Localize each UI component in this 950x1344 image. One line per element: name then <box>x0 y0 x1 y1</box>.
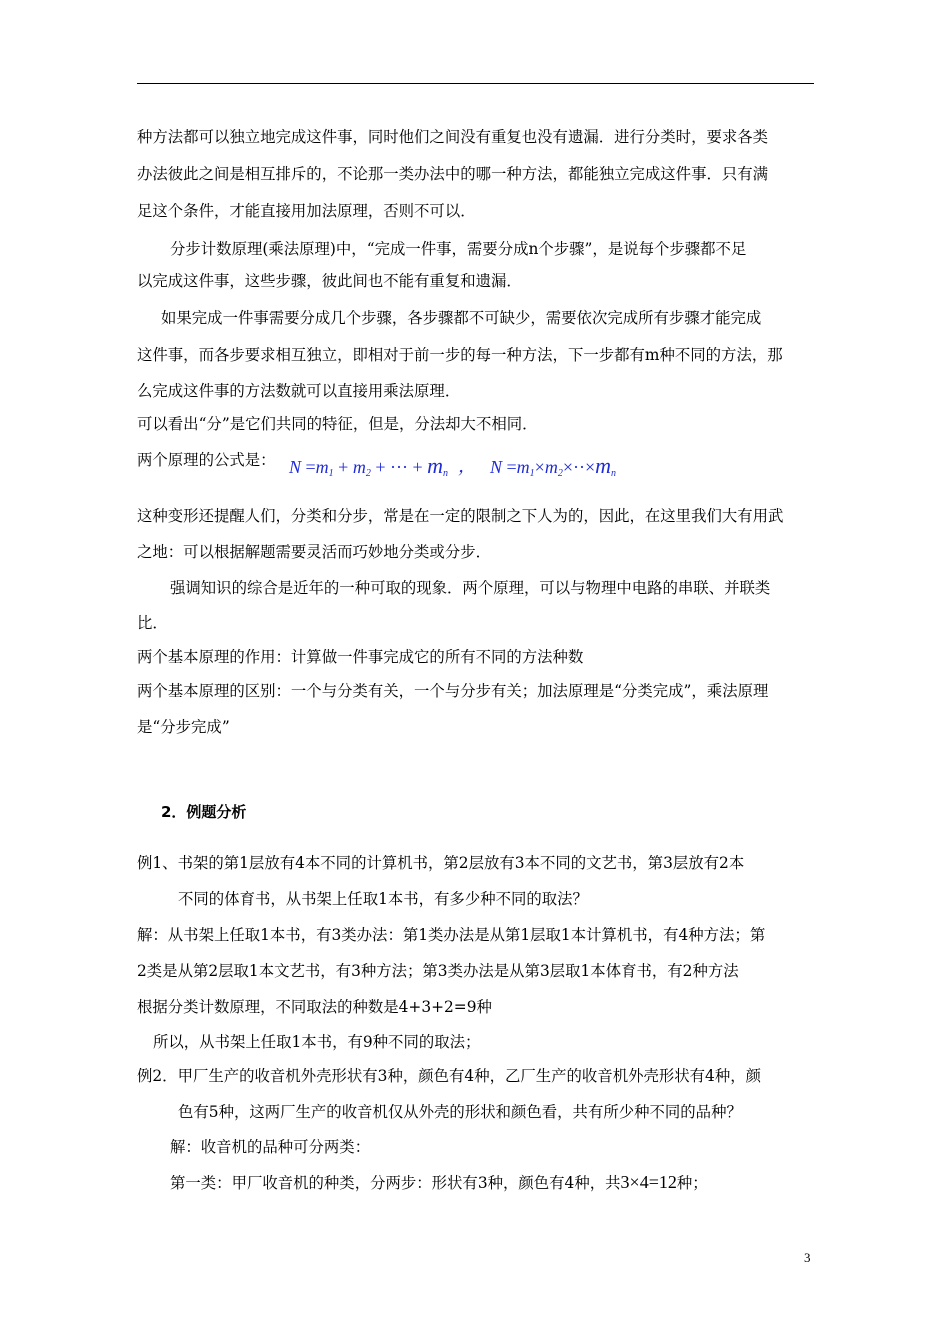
formula-dots: ·· <box>572 457 585 477</box>
math-eq: = <box>648 1172 659 1192</box>
formula-sub: n <box>443 468 449 479</box>
solution-2-line-2 <box>170 1172 708 1193</box>
formula-eq: = <box>305 457 316 477</box>
para-line-12: 强调知识的综合是近年的一种可取的现象．两个原理，可以与物理中电路的串联、并联类 <box>170 579 771 597</box>
formula-m: m <box>315 457 329 477</box>
math-a: 3 <box>620 1172 630 1192</box>
solution-2-line-1: 解：收音机的品种可分两类： <box>170 1138 371 1156</box>
para-line-6: 如果完成一件事需要分成几个步骤，各步骤都不可缺少，需要依次完成所有步骤才能完成 <box>161 309 762 327</box>
solution-1-line-2: 2类是从第2层取1本文艺书，有3种方法；第3类办法是从第3层取1本体育书，有2种方法 <box>137 962 739 980</box>
formula-times: × <box>584 457 596 477</box>
math-c: 12 <box>658 1172 677 1192</box>
section-heading: 2．例题分析 <box>161 803 247 821</box>
para-line-11: 之地：可以根据解题需要灵活而巧妙地分类或分步． <box>137 543 491 561</box>
formula-m: m <box>595 453 612 478</box>
para-line-15: 两个基本原理的区别：一个与分类有关，一个与分步有关；加法原理是“分类完成”，乘法原理 <box>137 682 769 700</box>
para-line-13: 比． <box>137 614 168 632</box>
para-line-8: 么完成这件事的方法数就可以直接用乘法原理． <box>137 382 461 400</box>
para-line-9: 可以看出“分”是它们共同的特征，但是，分法却大不相同． <box>137 415 538 433</box>
sum-formula <box>289 454 448 486</box>
formula-m: m <box>544 457 558 477</box>
para-line-16: 是“分步完成” <box>137 718 230 736</box>
formula-n: N <box>289 457 302 477</box>
solution-2-text: 第一类：甲厂收音机的种类，分两步：形状有3种，颜色有4种，共 <box>170 1174 621 1192</box>
formula-times: × <box>534 457 545 477</box>
example-1-line-2: 不同的体育书，从书架上任取1本书，有多少种不同的取法？ <box>178 890 588 908</box>
formula-sub: 1 <box>529 468 535 479</box>
para-line-1: 种方法都可以独立地完成这件事，同时他们之间没有重复也没有遗漏．进行分类时，要求各类 <box>137 128 769 146</box>
para-line-14: 两个基本原理的作用：计算做一件事完成它的所有不同的方法种数 <box>137 648 584 666</box>
solution-1-line-4: 所以，从书架上任取1本书，有9种不同的取法； <box>153 1033 481 1051</box>
formula-sub: 2 <box>557 468 563 479</box>
example-2-line-2: 色有5种，这两厂生产的收音机仅从外壳的形状和颜色看，共有所少种不同的品种？ <box>178 1103 742 1121</box>
formula-label: 两个原理的公式是： <box>137 451 276 469</box>
para-line-3: 足这个条件，才能直接用加法原理，否则不可以． <box>137 202 476 220</box>
product-formula <box>490 454 616 486</box>
para-line-2: 办法彼此之间是相互排斥的，不论那一类办法中的哪一种方法，都能独立完成这件事．只有满 <box>137 165 769 183</box>
formula-m: m <box>427 453 444 478</box>
solution-2-suffix: 种； <box>676 1174 708 1192</box>
formula-times: × <box>562 457 573 477</box>
para-line-5: 以完成这件事，这些步骤，彼此间也不能有重复和遗漏． <box>137 272 522 290</box>
para-line-4: 分步计数原理(乘法原理)中，“完成一件事，需要分成n个步骤”，是说每个步骤都不足 <box>170 240 747 258</box>
example-2-line-1: 例2．甲厂生产的收音机外壳形状有3种，颜色有4种，乙厂生产的收音机外壳形状有4种，颜 <box>137 1067 762 1085</box>
formula-separator: ， <box>458 456 476 476</box>
formula-m: m <box>352 457 366 477</box>
para-line-10: 这种变形还提醒人们，分类和分步，常是在一定的限制之下人为的，因此，在这里我们大有用武 <box>137 507 784 525</box>
page-number: 3 <box>804 1250 811 1265</box>
para-line-7: 这件事，而各步要求相互独立，即相对于前一步的每一种方法，下一步都有m种不同的方法，那 <box>137 346 783 364</box>
formula-plus: + <box>412 457 423 477</box>
formula-plus: + <box>338 457 349 477</box>
formula-dots: ··· <box>389 457 408 477</box>
math-times: × <box>629 1172 640 1192</box>
solution-1-line-1: 解：从书架上任取1本书，有3类办法：第1类办法是从第1层取1本计算机书，有4种方法；第 <box>137 926 766 944</box>
formula-plus: + <box>375 457 386 477</box>
formula-sub: n <box>611 468 617 479</box>
formula-sub: 2 <box>365 468 371 479</box>
example-1-line-1: 例1、书架的第1层放有4本不同的计算机书，第2层放有3本不同的文艺书，第3层放有2本 <box>137 854 745 872</box>
header-rule <box>137 83 814 84</box>
formula-eq: = <box>506 457 517 477</box>
formula-sub: 1 <box>328 468 334 479</box>
solution-1-line-3: 根据分类计数原理，不同取法的种数是4+3+2=9种 <box>137 998 492 1016</box>
math-b: 4 <box>639 1172 649 1192</box>
inline-product <box>621 1172 677 1192</box>
formula-n: N <box>490 457 503 477</box>
formula-m: m <box>516 457 530 477</box>
